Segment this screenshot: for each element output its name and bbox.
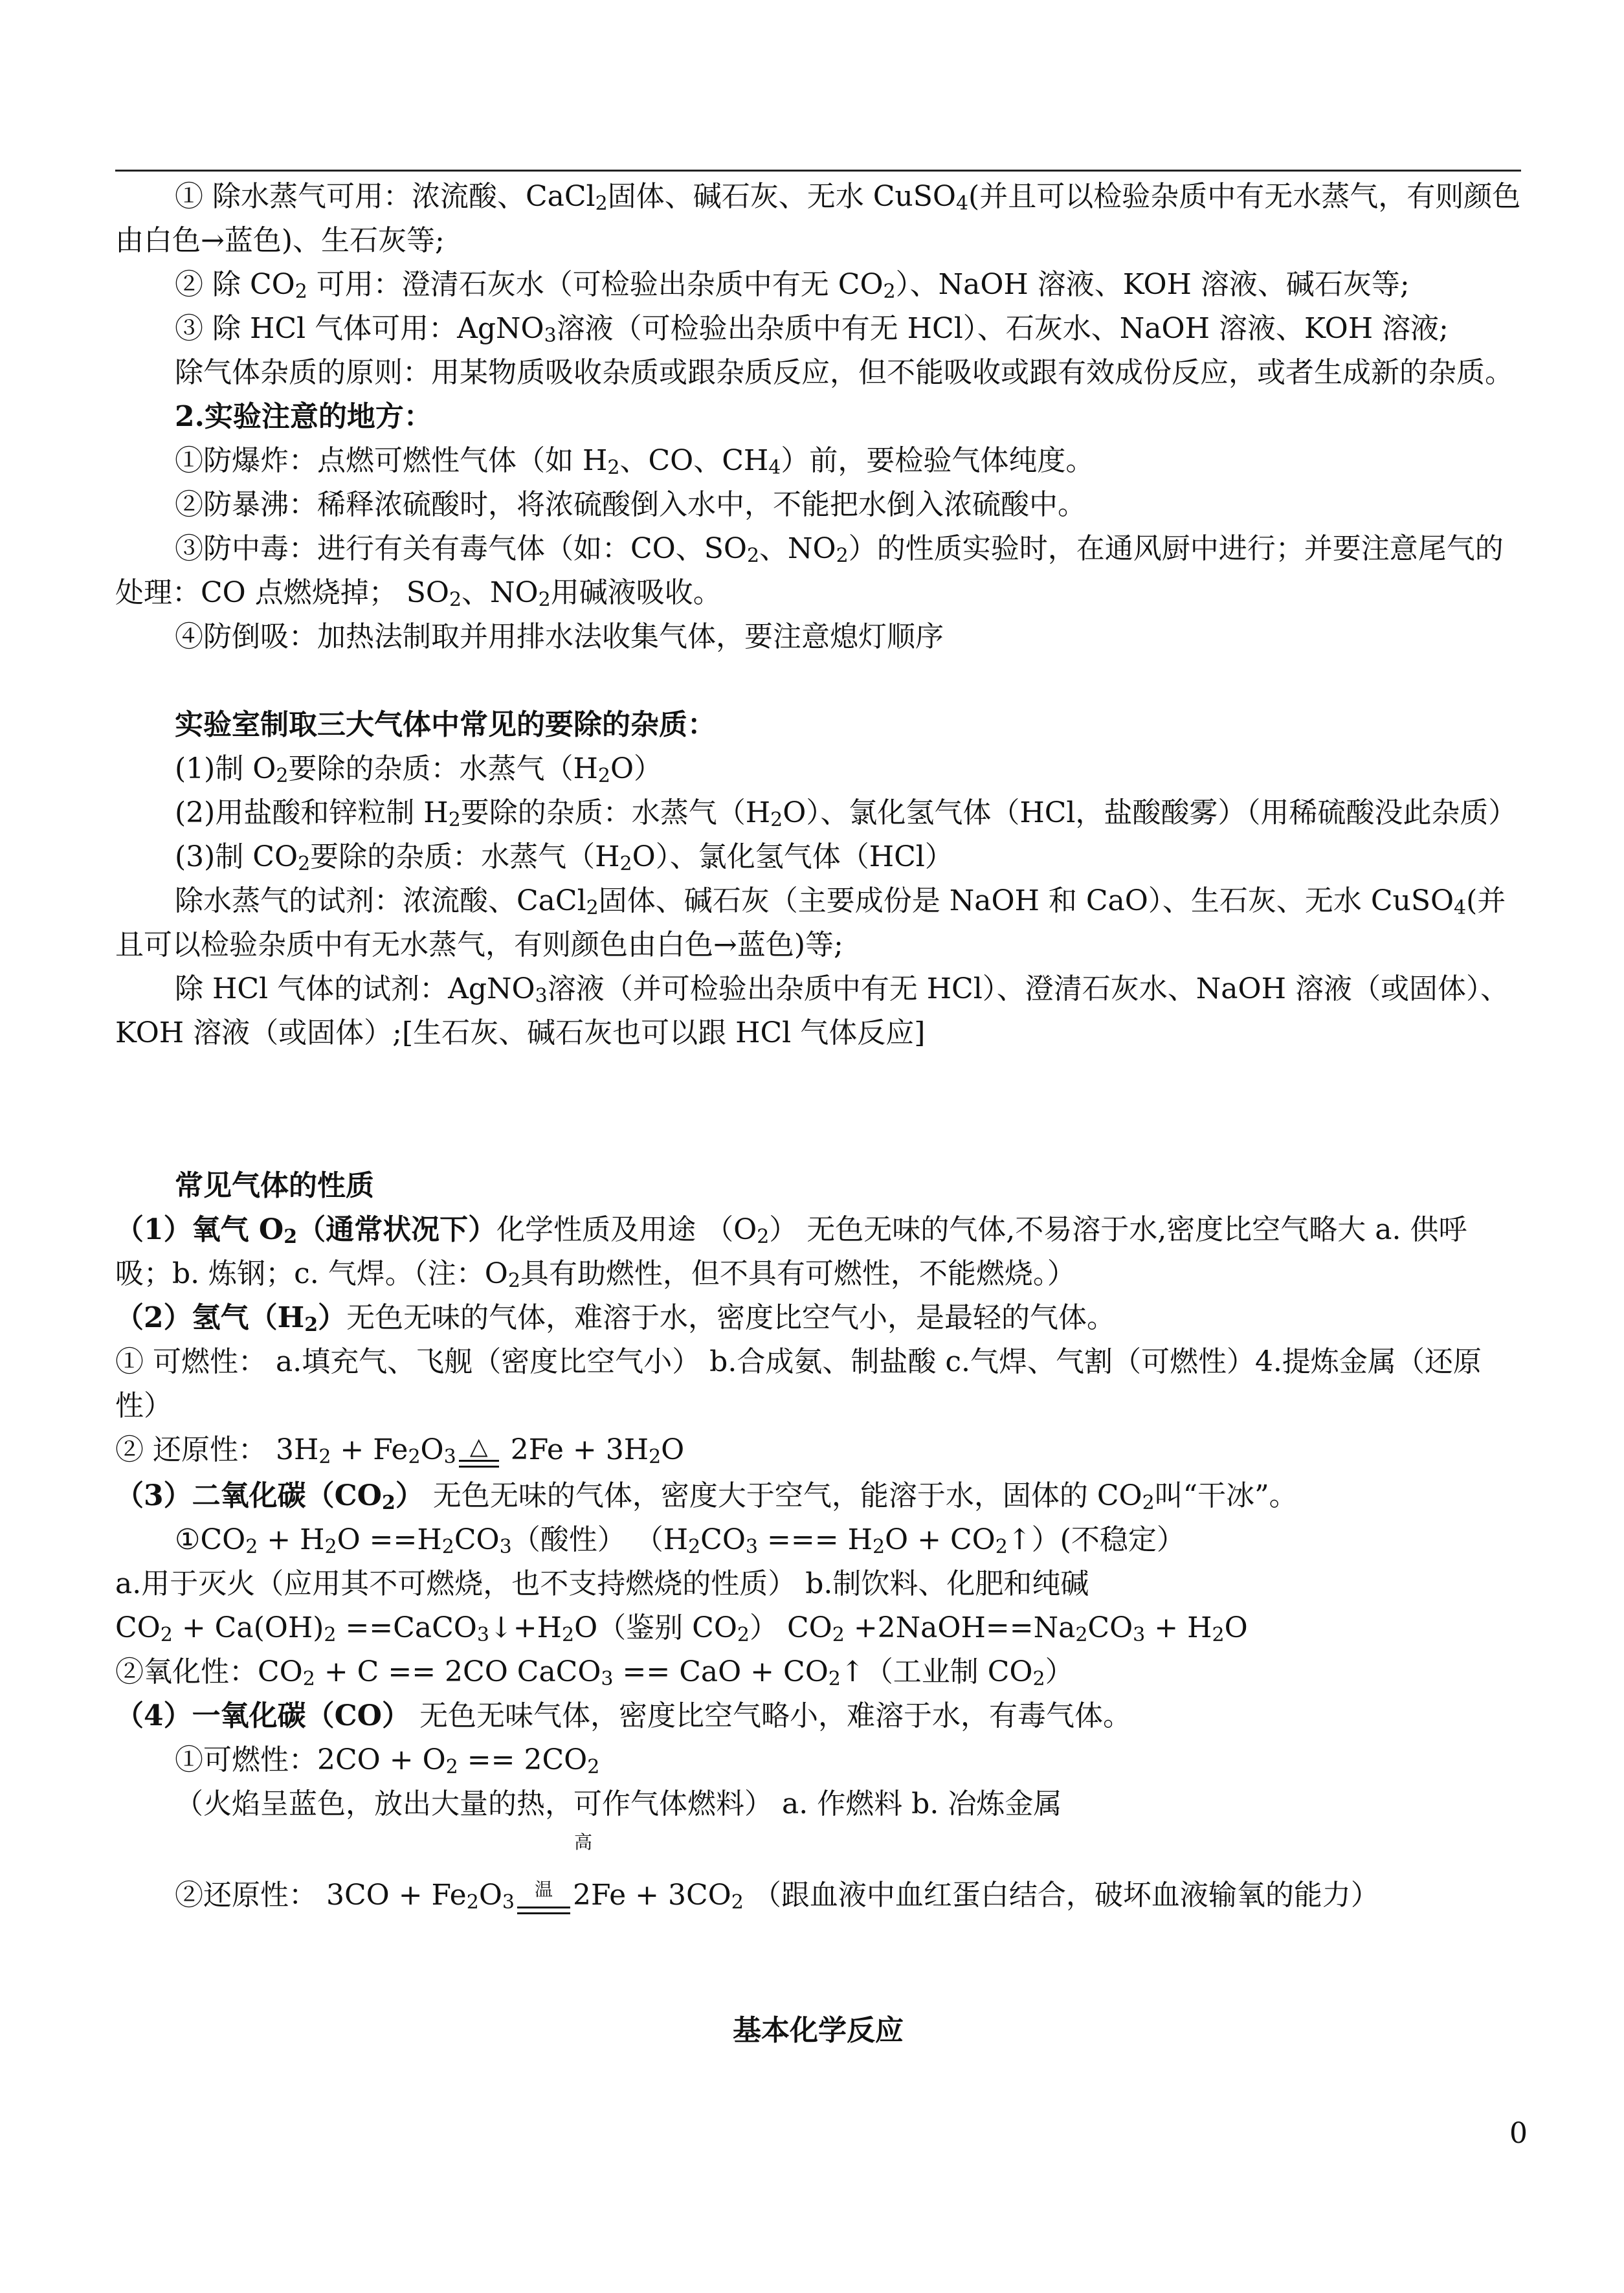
- reagent-water: 除水蒸气的试剂：浓流酸、CaCl$_2$固体、碱石灰（主要成份是 NaOH 和 CaO）、生石灰、无水 CuSO$_4$(并且可以检验杂质中有无水蒸气，有则颜色由白色→蓝色)等;: [115, 884, 1506, 961]
- document-body: [115, 175, 1521, 2053]
- reagent-hcl: 除 HCl 气体的试剂：AgNO$_3$溶液（并可检验出杂质中有无 HCl）、澄清石灰水、NaOH 溶液（或固体）、KOH 溶液（或固体）;[生石灰、碱石灰也可以跟 HCl 气体反应]: [115, 972, 1509, 1049]
- co2-reaction-water: $①CO_2 + H_2O ==H_2CO_3$（酸性） （$H_2CO_3$ === $H_2O$ + $CO_2↑$）(不稳定）: [175, 1523, 1185, 1558]
- co-flame-note: （火焰呈蓝色，放出大量的热，可作气体燃料） a. 作燃料 b. 冶炼金属: [175, 1787, 1062, 1820]
- co2-oxidation: ②氧化性：$CO_2 + C == 2CO$ CaCO$_3$ == CaO + $CO_2↑$（工业制 $CO_2$）: [115, 1655, 1074, 1690]
- impurity-o2: (1)制 $O_2$要除的杂质：水蒸气$(H_2O)$: [175, 752, 663, 787]
- paragraph-remove-hcl: ③ 除 HCl 气体可用：AgNO$_3$溶液（可检验出杂质中有无 HCl）、石灰水、NaOH 溶液、KOH 溶液;: [175, 312, 1449, 347]
- precaution-boiling: ②防暴沸：稀释浓硫酸时，将浓硫酸倒入水中，不能把水倒入浓硫酸中。: [175, 488, 1086, 521]
- co-flammability: ①可燃性：$2CO + O_2 == 2CO_2$: [175, 1743, 600, 1778]
- impurity-h2: (2)用盐酸和锌粒制 $H_2$要除的杂质：水蒸气$(H_2O)$、氯化氢气体（HCl，盐酸酸雾）（用稀硫酸没此杂质）: [175, 796, 1517, 831]
- co2-reaction-lime: $CO_2 + Ca(OH)_2$ $==CaCO_3↓+H_2O$（鉴别 $CO_2$） $CO_2$ $+2NaOH==Na_2CO_3 + H_2O$: [115, 1611, 1248, 1646]
- section-heading-gas-properties: 常见气体的性质: [175, 1169, 374, 1202]
- precaution-explosion: ①防爆炸：点燃可燃性气体（如 $H_2$、CO、$CH_4$）前，要检验气体纯度。: [175, 444, 1095, 479]
- co-heading: （4）一氧化碳（CO） 无色无味气体，密度比空气略小，难溶于水，有毒气体。: [115, 1699, 1131, 1732]
- hydrogen-heading: （2）氢气$(H_2)$无色无味的气体，难溶于水，密度比空气小，是最轻的气体。: [115, 1301, 1116, 1336]
- header-rule: [115, 170, 1521, 172]
- section-heading-precautions: 2.实验注意的地方：: [175, 400, 432, 433]
- co2-heading: （3）二氧化碳$(CO_2)$ 无色无味的气体，密度大于空气，能溶于水，固体的 $CO_2$叫“干冰”。: [115, 1479, 1298, 1514]
- oxygen-paragraph: （1）氧气 $O_2$（通常状况下）化学性质及用途 $(O_2)$ 无色无味的气体,不易溶于水,密度比空气略大 a. 供呼吸；b. 炼钢；c. 气焊。（注：$O_2$具有助燃性，但不具有可燃性，不能燃烧。）: [115, 1213, 1467, 1292]
- hydrogen-reduction: ② 还原性： $3H_2 + Fe_2O_3$ △ $2Fe + 3H_2O$: [115, 1428, 1521, 1474]
- co2-uses: a.用于灭火（应用其不可燃烧，也不支持燃烧的性质） b.制饮料、化肥和纯碱: [115, 1567, 1089, 1600]
- section-heading-impurities: 实验室制取三大气体中常见的要除的杂质：: [175, 708, 716, 741]
- paragraph-remove-co2: ② 除 $CO_2$ 可用：澄清石灰水（可检验出杂质中有无 $CO_2$）、NaOH 溶液、KOH 溶液、碱石灰等;: [175, 268, 1410, 303]
- high-temperature-condition: 高温: [515, 1826, 573, 1921]
- section-heading-basic-reactions: 基本化学反应: [733, 2014, 904, 2047]
- impurity-co2: (3)制 $CO_2$要除的杂质：水蒸气$(H_2O)$、氯化氢气体（HCl）: [175, 840, 953, 875]
- precaution-backflow: ④防倒吸：加热法制取并用排水法收集气体，要注意熄灯顺序: [175, 620, 944, 653]
- co-reduction: ②还原性： $3CO + Fe_2O_3^{高温}$ $2Fe + 3CO_2$ （跟血液中血红蛋白结合，破坏血液输氧的能力）: [115, 1826, 1521, 1921]
- heating-condition-symbol: △: [456, 1428, 502, 1474]
- paragraph-remove-water: ① 除水蒸气可用：浓流酸、CaCl$_2$固体、碱石灰、无水 CuSO$_4$(并且可以检验杂质中有无水蒸气，有则颜色由白色→蓝色)、生石灰等;: [115, 180, 1521, 257]
- paragraph-principle: 除气体杂质的原则：用某物质吸收杂质或跟杂质反应，但不能吸收或跟有效成份反应，或者生成新的杂质。: [175, 356, 1513, 389]
- hydrogen-flammability: ① 可燃性： a.填充气、飞舰（密度比空气小） b.合成氨、制盐酸 c.气焊、气割（可燃性）4.提炼金属（还原性）: [115, 1345, 1482, 1422]
- precaution-poisoning: ③防中毒：进行有关有毒气体（如：CO、$SO_2$、$NO_2$）的性质实验时，在通风厨中进行；并要注意尾气的处理：CO 点燃烧掉； $SO_2$、$NO_2$用碱液吸收。: [115, 532, 1504, 611]
- page-number: 0: [1509, 2117, 1528, 2150]
